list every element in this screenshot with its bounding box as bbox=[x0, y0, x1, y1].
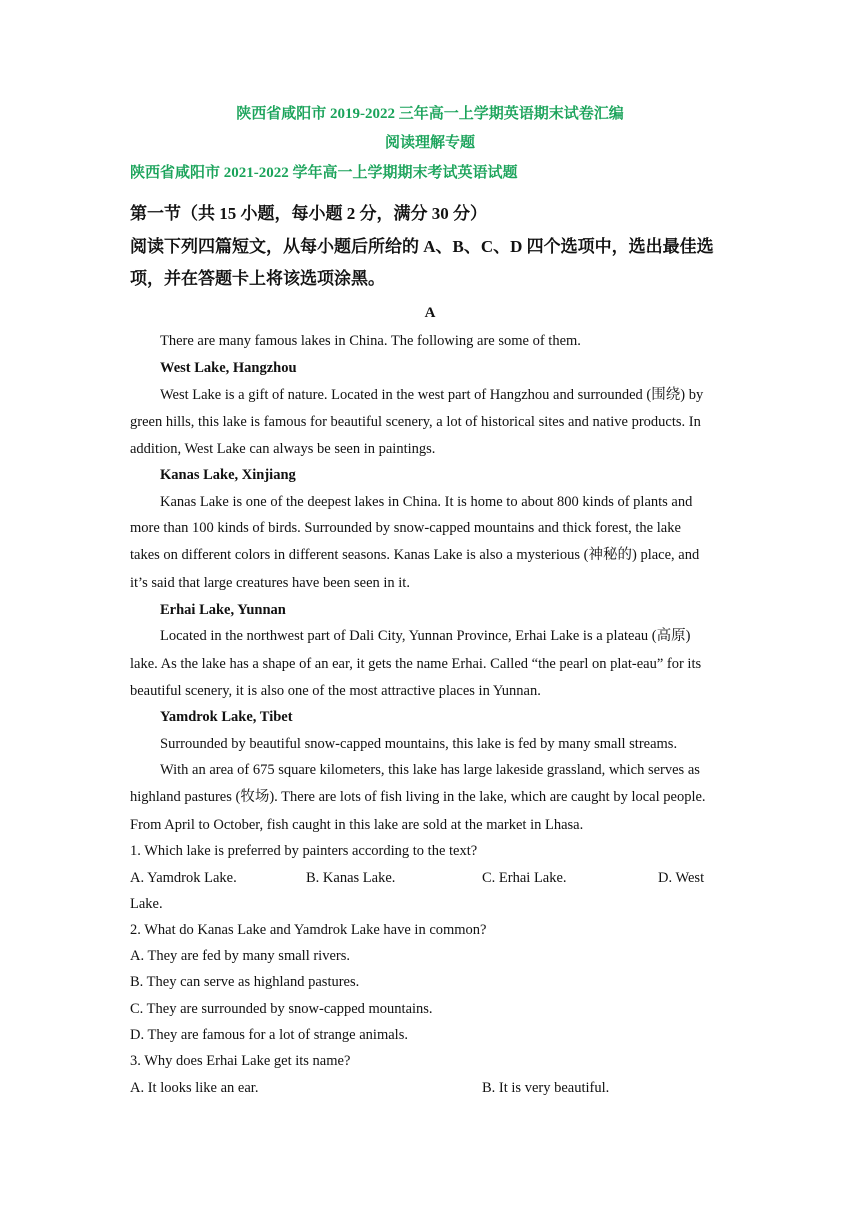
answer-option: C. Erhai Lake. bbox=[482, 870, 567, 886]
passage-intro: There are many famous lakes in China. The following are some of them. bbox=[160, 333, 581, 349]
answer-option: A. Yamdrok Lake. bbox=[130, 870, 237, 886]
question-stem: 1. Which lake is preferred by painters according to the text? bbox=[130, 843, 478, 859]
answer-option: A. They are fed by many small rivers. bbox=[130, 948, 350, 964]
instruction-line-2: 项，并在答题卡上将该选项涂黑。 bbox=[130, 269, 385, 288]
paragraph-line: lake. As the lake has a shape of an ear, it gets the name Erhai. Called “the pearl on plat-eau” for its bbox=[130, 656, 702, 672]
paragraph-line: it’s said that large creatures have been seen in it. bbox=[130, 575, 410, 591]
paragraph-line: addition, West Lake can always be seen in paintings. bbox=[130, 441, 436, 457]
paragraph-line: more than 100 kinds of birds. Surrounded by snow-capped mountains and thick forest, the lake bbox=[130, 520, 681, 536]
paragraph-line: beautiful scenery, it is also one of the most attractive places in Yunnan. bbox=[130, 683, 541, 699]
paragraph-line: highland pastures (牧场). There are lots of fish living in the lake, which are caught by local people. bbox=[130, 789, 706, 805]
passage-label: A bbox=[424, 305, 436, 321]
paragraph-line: West Lake is a gift of nature. Located in the west part of Hangzhou and surrounded (围绕) by bbox=[160, 387, 704, 403]
paragraph-line: green hills, this lake is famous for beautiful scenery, a lot of historical sites and native products. In bbox=[130, 414, 701, 430]
instruction-line-1: 阅读下列四篇短文，从每小题后所给的 A、B、C、D 四个选项中，选出最佳选 bbox=[130, 237, 714, 256]
yamdrok-lake-title: Yamdrok Lake, Tibet bbox=[160, 709, 293, 725]
answer-option: C. They are surrounded by snow-capped mountains. bbox=[130, 1001, 433, 1017]
west-lake-title: West Lake, Hangzhou bbox=[160, 360, 297, 376]
answer-option: A. It looks like an ear. bbox=[130, 1080, 259, 1096]
paragraph-line: From April to October, fish caught in this lake are sold at the market in Lhasa. bbox=[130, 817, 584, 833]
erhai-lake-title: Erhai Lake, Yunnan bbox=[160, 602, 286, 618]
answer-option: D. West bbox=[658, 870, 705, 886]
section-heading: 第一节（共 15 小题，每小题 2 分，满分 30 分） bbox=[130, 204, 487, 223]
doc-title: 陕西省咸阳市 2019-2022 三年高一上学期英语期末试卷汇编 bbox=[236, 106, 624, 122]
question-stem: 2. What do Kanas Lake and Yamdrok Lake have in common? bbox=[130, 922, 487, 938]
answer-option: B. Kanas Lake. bbox=[306, 870, 396, 886]
exam-title: 陕西省咸阳市 2021-2022 学年高一上学期期末考试英语试题 bbox=[130, 165, 518, 181]
answer-option: B. It is very beautiful. bbox=[482, 1080, 610, 1096]
answer-option-wrap: Lake. bbox=[130, 896, 163, 912]
paragraph-line: With an area of 675 square kilometers, this lake has large lakeside grassland, which serves as bbox=[160, 762, 700, 778]
paragraph-line: Surrounded by beautiful snow-capped mountains, this lake is fed by many small streams. bbox=[160, 736, 678, 752]
question-stem: 3. Why does Erhai Lake get its name? bbox=[130, 1053, 351, 1069]
paragraph-line: Located in the northwest part of Dali City, Yunnan Province, Erhai Lake is a plateau (高原) bbox=[160, 628, 691, 644]
paragraph-line: Kanas Lake is one of the deepest lakes in China. It is home to about 800 kinds of plants and bbox=[160, 494, 693, 510]
topic-title: 阅读理解专题 bbox=[384, 135, 475, 151]
answer-option: D. They are famous for a lot of strange animals. bbox=[130, 1027, 408, 1043]
answer-option: B. They can serve as highland pastures. bbox=[130, 974, 360, 990]
kanas-lake-title: Kanas Lake, Xinjiang bbox=[160, 467, 296, 483]
paragraph-line: takes on different colors in different seasons. Kanas Lake is also a mysterious (神秘的) place, and bbox=[130, 547, 700, 563]
